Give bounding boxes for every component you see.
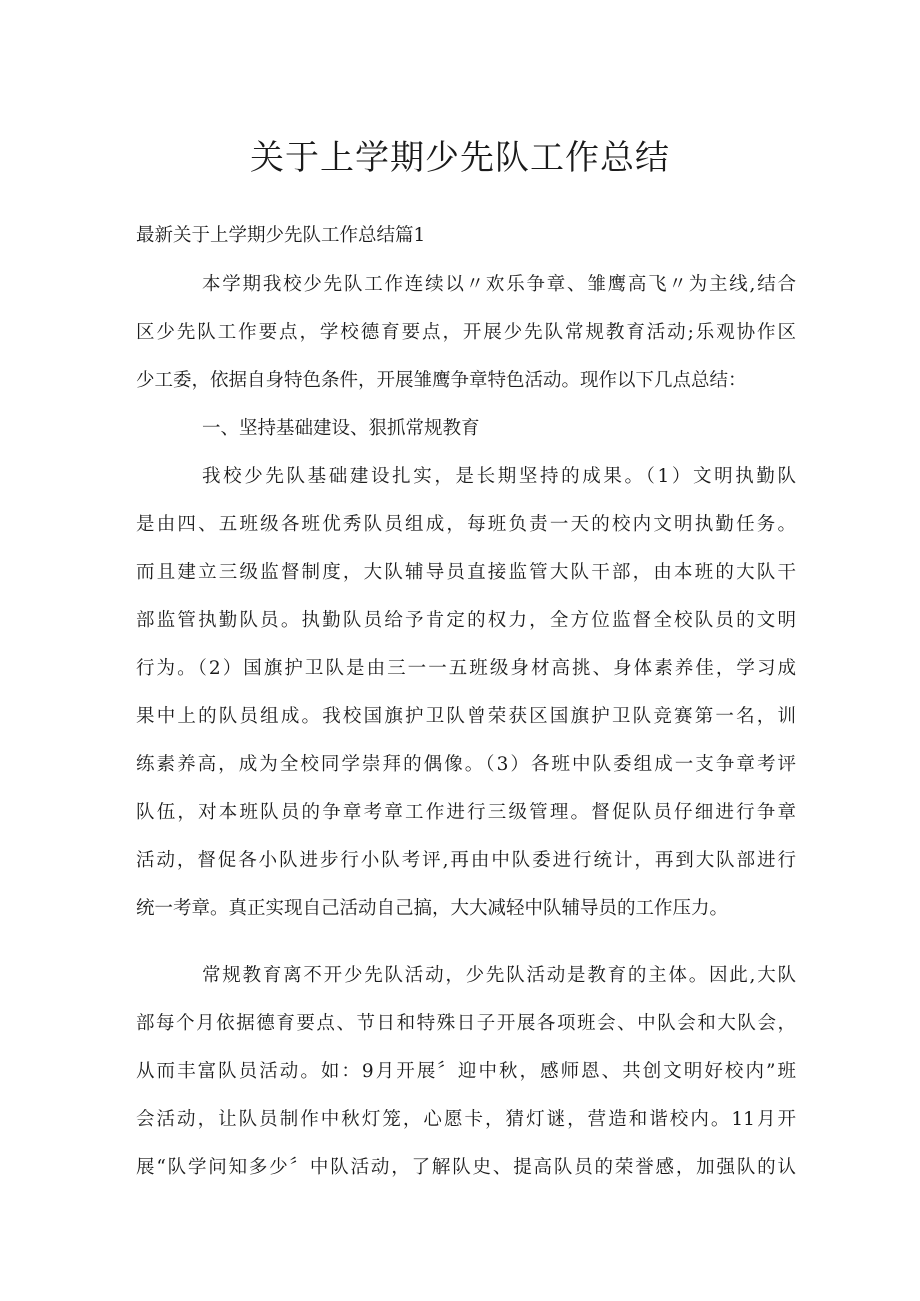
paragraph-line: 部监管执勤队员。执勤队员给予肯定的权力，全方位监督全校队员的文明 — [136, 610, 796, 631]
paragraph-intro — [136, 261, 796, 405]
paragraph-line: 练素养高，成为全校同学崇拜的偶像。（3）各班中队委组成一支争章考评 — [136, 754, 796, 775]
paragraph-line: 本学期我校少先队工作连续以〃欢乐争章、雏鹰高飞〃为主线,结合 — [202, 274, 796, 295]
paragraph-line: 区少先队工作要点，学校德育要点，开展少先队常规教育活动;乐观协作区 — [136, 322, 796, 343]
paragraph-line: 而且建立三级监督制度，大队辅导员直接监管大队干部，由本班的大队干 — [136, 562, 796, 583]
paragraph-foundation — [136, 453, 796, 933]
paragraph-line: 队伍，对本班队员的争章考章工作进行三级管理。督促队员仔细进行争章 — [136, 802, 796, 823]
paragraph-line: 活动，督促各小队进步行小队考评,再由中队委进行统计，再到大队部进行 — [136, 850, 796, 871]
paragraph-line: 统一考章。真正实现自己活动自己搞，大大减轻中队辅导员的工作压力。 — [136, 898, 729, 919]
paragraph-line: 是由四、五班级各班优秀队员组成，每班负责一天的校内文明执勤任务。 — [136, 514, 796, 535]
paragraph-line: 会活动，让队员制作中秋灯笼，心愿卡，猜灯谜，营造和谐校内。11月开 — [136, 1109, 796, 1130]
paragraph-line: 展“队学问知多少〞中队活动，了解队史、提高队员的荣誉感，加强队的认 — [136, 1157, 796, 1178]
section-heading-text: 一、坚持基础建设、狠抓常规教育 — [202, 418, 480, 439]
document-subtitle: 最新关于上学期少先队工作总结篇1 — [136, 225, 426, 246]
paragraph-line: 我校少先队基础建设扎实，是长期坚持的成果。（1）文明执勤队 — [202, 466, 796, 487]
paragraph-line: 从而丰富队员活动。如：9月开展〞迎中秋，感师恩、共创文明好校内”班 — [136, 1061, 796, 1082]
paragraph-activities — [136, 952, 796, 1192]
paragraph-line: 少工委，依据自身特色条件，开展雏鹰争章特色活动。现作以下几点总结： — [136, 370, 747, 391]
paragraph-line: 行为。（2）国旗护卫队是由三一一五班级身材高挑、身体素养佳，学习成 — [136, 658, 796, 679]
paragraph-line: 常规教育离不开少先队活动，少先队活动是教育的主体。因此,大队 — [202, 965, 796, 986]
document-title: 关于上学期少先队工作总结 — [250, 138, 670, 178]
paragraph-line: 部每个月依据德育要点、节日和特殊日子开展各项班会、中队会和大队会， — [136, 1013, 796, 1034]
paragraph-line: 果中上的队员组成。我校国旗护卫队曾荣获区国旗护卫队竞赛第一名，训 — [136, 706, 796, 727]
section-heading — [136, 405, 796, 453]
